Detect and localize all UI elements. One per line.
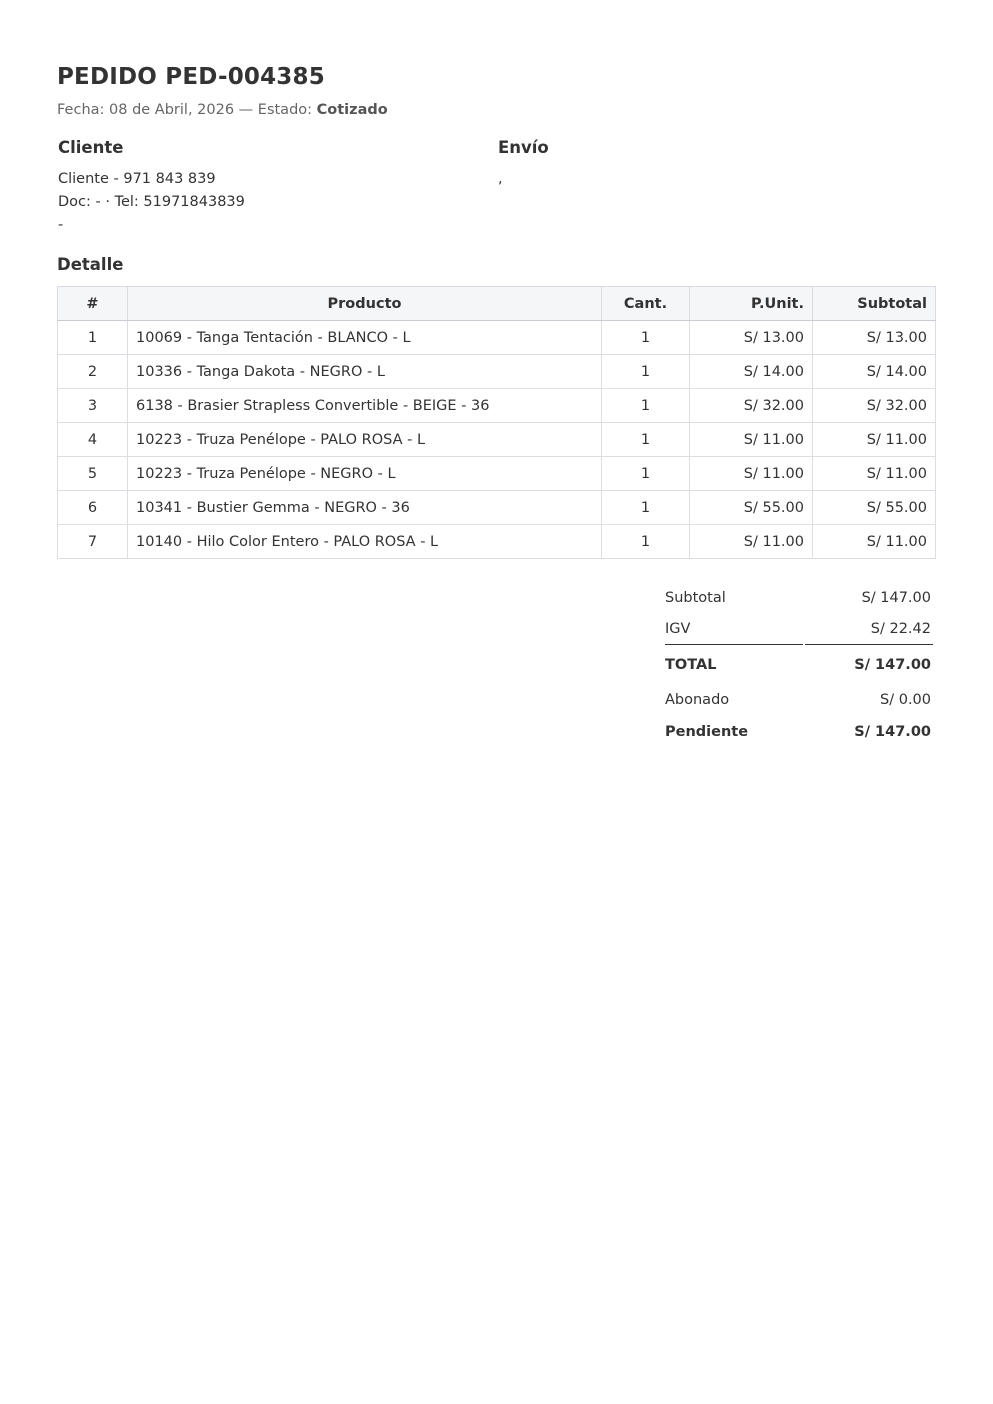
row-qty: 1 bbox=[602, 423, 690, 457]
row-product: 10341 - Bustier Gemma - NEGRO - 36 bbox=[128, 491, 602, 525]
totals-subtotal-row bbox=[665, 582, 933, 613]
items-table bbox=[57, 286, 936, 559]
shipping-heading: Envío bbox=[498, 138, 549, 157]
row-index: 2 bbox=[58, 355, 128, 389]
row-subtotal: S/ 13.00 bbox=[813, 321, 936, 355]
detail-heading: Detalle bbox=[57, 255, 124, 274]
pending-value: S/ 147.00 bbox=[854, 724, 931, 740]
total-value: S/ 147.00 bbox=[854, 656, 931, 673]
client-block bbox=[58, 136, 245, 237]
client-address: - bbox=[58, 217, 64, 233]
shipping-block bbox=[498, 136, 549, 191]
subtotal-value: S/ 147.00 bbox=[861, 589, 931, 606]
row-unit-price: S/ 11.00 bbox=[690, 525, 813, 559]
col-header-product: Producto bbox=[128, 287, 602, 321]
col-header-unit-price: P.Unit. bbox=[690, 287, 813, 321]
table-row bbox=[58, 491, 936, 525]
paid-value: S/ 0.00 bbox=[880, 691, 931, 708]
row-subtotal: S/ 32.00 bbox=[813, 389, 936, 423]
totals-igv-row bbox=[665, 613, 933, 645]
row-index: 5 bbox=[58, 457, 128, 491]
pending-label: Pendiente bbox=[665, 724, 749, 740]
igv-label: IGV bbox=[665, 613, 803, 645]
table-row bbox=[58, 389, 936, 423]
col-header-qty: Cant. bbox=[602, 287, 690, 321]
row-unit-price: S/ 14.00 bbox=[690, 355, 813, 389]
row-index: 6 bbox=[58, 491, 128, 525]
row-unit-price: S/ 13.00 bbox=[690, 321, 813, 355]
order-meta bbox=[57, 100, 935, 120]
row-index: 3 bbox=[58, 389, 128, 423]
row-subtotal: S/ 11.00 bbox=[813, 423, 936, 457]
totals-table bbox=[663, 582, 935, 749]
row-product: 10223 - Truza Penélope - NEGRO - L bbox=[128, 457, 602, 491]
table-header-row bbox=[58, 287, 936, 321]
row-qty: 1 bbox=[602, 491, 690, 525]
row-index: 7 bbox=[58, 525, 128, 559]
row-subtotal: S/ 14.00 bbox=[813, 355, 936, 389]
row-product: 10336 - Tanga Dakota - NEGRO - L bbox=[128, 355, 602, 389]
row-subtotal: S/ 55.00 bbox=[813, 491, 936, 525]
row-qty: 1 bbox=[602, 321, 690, 355]
order-document bbox=[57, 62, 935, 740]
row-qty: 1 bbox=[602, 525, 690, 559]
row-qty: 1 bbox=[602, 457, 690, 491]
subtotal-label: Subtotal bbox=[665, 589, 726, 606]
row-qty: 1 bbox=[602, 355, 690, 389]
table-row bbox=[58, 423, 936, 457]
order-date: Fecha: 08 de Abril, 2026 — Estado: bbox=[57, 102, 317, 118]
row-subtotal: S/ 11.00 bbox=[813, 525, 936, 559]
order-status: Cotizado bbox=[316, 102, 388, 118]
shipping-address: , bbox=[498, 171, 503, 187]
col-header-subtotal: Subtotal bbox=[813, 287, 936, 321]
row-qty: 1 bbox=[602, 389, 690, 423]
row-subtotal: S/ 11.00 bbox=[813, 457, 936, 491]
totals-pending-row bbox=[665, 715, 933, 749]
table-row bbox=[58, 525, 936, 559]
table-row bbox=[58, 355, 936, 389]
client-heading: Cliente bbox=[58, 138, 124, 157]
row-index: 1 bbox=[58, 321, 128, 355]
row-product: 10223 - Truza Penélope - PALO ROSA - L bbox=[128, 423, 602, 457]
row-unit-price: S/ 32.00 bbox=[690, 389, 813, 423]
row-product: 10069 - Tanga Tentación - BLANCO - L bbox=[128, 321, 602, 355]
parties-section bbox=[57, 136, 935, 254]
totals-total-row bbox=[665, 645, 933, 684]
total-label: TOTAL bbox=[665, 656, 717, 673]
order-title: PEDIDO PED-004385 bbox=[57, 64, 325, 90]
row-unit-price: S/ 55.00 bbox=[690, 491, 813, 525]
row-product: 10140 - Hilo Color Entero - PALO ROSA - L bbox=[128, 525, 602, 559]
row-product: 6138 - Brasier Strapless Convertible - BEIGE - 36 bbox=[128, 389, 602, 423]
table-row bbox=[58, 457, 936, 491]
paid-label: Abonado bbox=[665, 691, 730, 708]
row-unit-price: S/ 11.00 bbox=[690, 423, 813, 457]
row-index: 4 bbox=[58, 423, 128, 457]
col-header-index: # bbox=[58, 287, 128, 321]
table-row bbox=[58, 321, 936, 355]
client-doc-phone: Doc: - · Tel: 51971843839 bbox=[58, 194, 245, 210]
row-unit-price: S/ 11.00 bbox=[690, 457, 813, 491]
igv-value: S/ 22.42 bbox=[805, 613, 933, 645]
totals-paid-row bbox=[665, 684, 933, 715]
client-name: Cliente - 971 843 839 bbox=[58, 171, 216, 187]
